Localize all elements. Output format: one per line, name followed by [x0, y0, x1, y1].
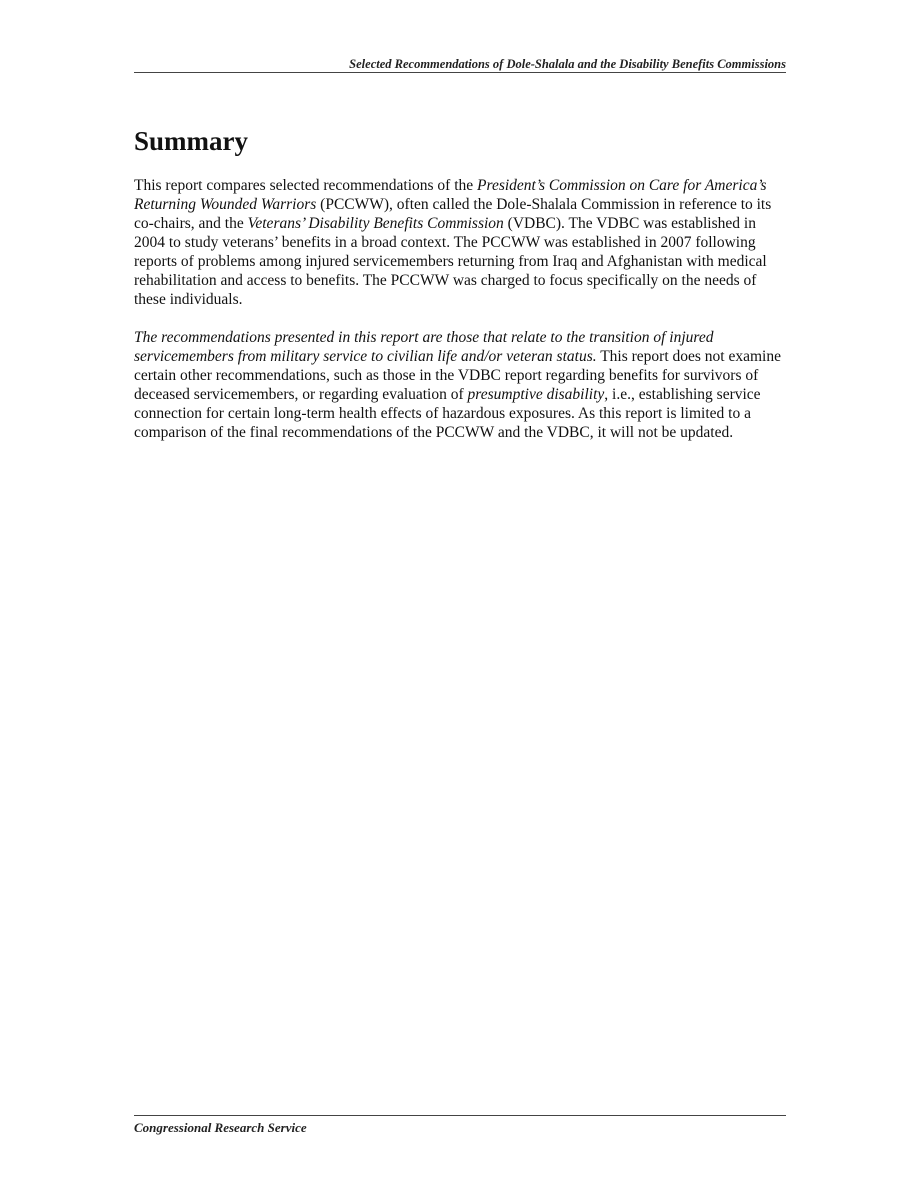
summary-paragraph-1	[134, 176, 786, 309]
p2-presumptive-disability-term: presumptive disability	[467, 386, 605, 403]
p1-pccww-title: President’s Commission on Care for America’s Returning Wounded Warriors	[134, 177, 767, 213]
summary-paragraph-2	[134, 328, 786, 442]
p1-text-middle: (PCCWW), often called the Dole-Shalala Commission in reference to its co-chairs, and the	[134, 196, 772, 232]
footer-rule	[134, 1115, 786, 1116]
header-rule	[134, 72, 786, 73]
p2-text-end: , i.e., establishing service connection for certain long-term health effects of hazardous exposures. As this report is limited to a comparison of the final recommendations of the PCCWW and the VDBC, it will not be updated.	[134, 386, 761, 441]
running-footer: Congressional Research Service	[134, 1120, 307, 1135]
p1-vdbc-title: Veterans’ Disability Benefits Commission	[247, 215, 504, 232]
running-header: Selected Recommendations of Dole-Shalala and the Disability Benefits Commissions	[349, 57, 786, 71]
p2-scope-statement: The recommendations presented in this report are those that relate to the transition of injured servicemembers from military service to civilian life and/or veteran status.	[134, 329, 714, 365]
p1-text-intro: This report compares selected recommendations of the	[134, 177, 478, 194]
p1-text-end: (VDBC). The VDBC was established in 2004 to study veterans’ benefits in a broad context. The PCCWW was established in 2007 following reports of problems among injured servicemembers returning from Iraq and Afghanistan with medical rehabilitation and access to benefits. The PCCWW was charged to focus specifically on the needs of these individuals.	[134, 215, 767, 308]
summary-body	[134, 176, 786, 461]
summary-heading: Summary	[134, 126, 248, 156]
p2-text-middle: This report does not examine certain other recommendations, such as those in the VDBC report regarding benefits for survivors of deceased servicemembers, or regarding evaluation of	[134, 348, 781, 403]
